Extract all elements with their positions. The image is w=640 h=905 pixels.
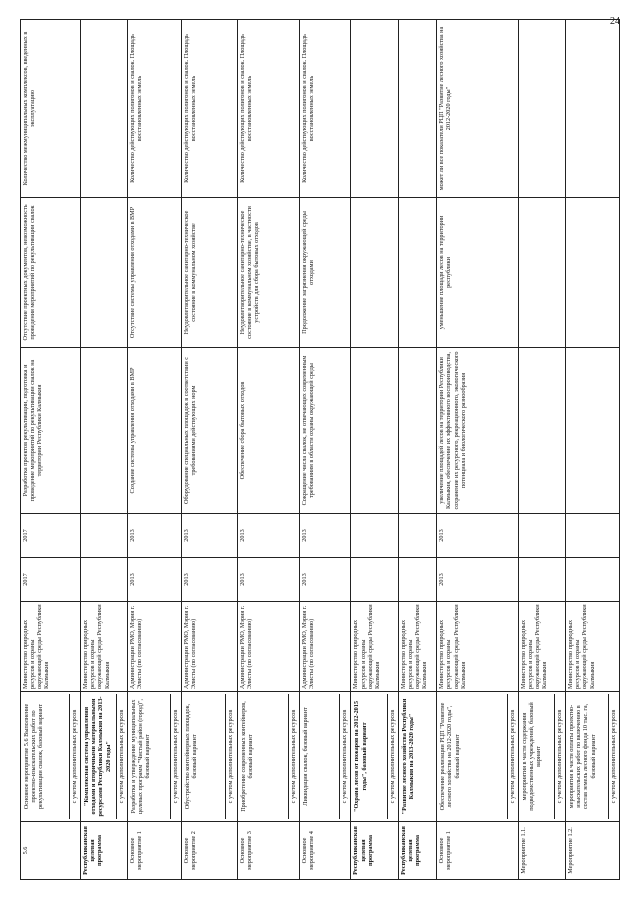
measure-name: мероприятия в части оплаты проектно-изыскательских работ по включению в состав земель лесного фонда 10 тыс. га, базовый вариант — [568, 703, 597, 810]
start-year-cell — [398, 558, 437, 602]
measure-name: Основное мероприятие 5.6 Выполнение проектно-изыскательских работ по рекультивации свалок, базовый вариант — [23, 703, 45, 810]
page-number: 24 — [610, 16, 620, 27]
end-year-cell: 2013 — [181, 514, 237, 558]
expected-result-cell — [566, 348, 620, 514]
row-label-cell: Основное мероприятие 1 — [128, 822, 182, 880]
end-year-cell — [566, 514, 620, 558]
consequence-cell — [81, 198, 128, 348]
start-year-cell: 2013 — [299, 558, 351, 602]
table-row — [128, 20, 182, 880]
consequence-cell — [351, 198, 398, 348]
table-row — [81, 20, 128, 880]
measure-variant: с учетом дополнительных ресурсов — [69, 694, 79, 819]
table-row — [518, 20, 565, 880]
indicator-link-cell — [398, 20, 437, 198]
indicator-link-cell: Количество действующих полигонов и свалок. Площадь восстановленных земель — [299, 20, 351, 198]
end-year-cell — [518, 514, 565, 558]
end-year-cell — [398, 514, 437, 558]
row-label-cell: Основное мероприятие 2 — [181, 822, 237, 880]
measure-variant: с учетом дополнительных ресурсов — [608, 694, 618, 819]
executor-cell: Администрации РМО, Мэрия г. Элисты (по согласованию) — [237, 602, 299, 692]
end-year-cell — [81, 514, 128, 558]
expected-result-cell: увеличение площадей лесов на территории Республики Калмыкия, обеспечение их эффективного воспроизводства, сохранение их ресурсного, рекреационного, экологического потенциала и биологического разнообразия — [437, 348, 519, 514]
consequence-cell: Неудовлетворительное санитарно-техническое состояние в коммунальном хозяйстве, в частности устройств для сбора бытовых отходов — [237, 198, 299, 348]
executor-cell: Министерство природных ресурсов и охраны окружающей среды Республики Калмыкия — [437, 602, 519, 692]
rotated-table-wrapper — [20, 20, 620, 880]
indicator-link-cell — [81, 20, 128, 198]
expected-result-cell — [398, 348, 437, 514]
measure-name: мероприятия в части содержания подведомственных учреждений, базовый вариант — [520, 702, 543, 811]
start-year-cell — [81, 558, 128, 602]
row-label-cell: Основное мероприятие 3 — [237, 822, 299, 880]
measure-name: "Охрана лесов от пожаров на 2012-2015 годы", базовый вариант — [353, 701, 368, 812]
measure-cell — [518, 692, 565, 822]
consequence-cell: Отсутствие системы управления отходами в ВМР — [128, 198, 182, 348]
table-row — [299, 20, 351, 880]
executor-cell: Министерство природных ресурсов и охраны окружающей среды Республики Калмыкия — [566, 602, 620, 692]
measure-name: "Развитие лесного хозяйства Республики Калмыкия на 2013-2020 годы" — [400, 698, 415, 815]
measure-cell — [21, 692, 81, 822]
measure-cell — [81, 692, 128, 822]
consequence-cell: Отсутствие проектных документов, невозможность проведения мероприятий по рекультивации свалок — [21, 198, 81, 348]
measure-variant: с учетом дополнительных ресурсов — [554, 694, 564, 819]
expected-result-cell: Создание системы управления отходами в ВМР — [128, 348, 182, 514]
end-year-cell — [351, 514, 398, 558]
indicator-link-cell: Количество межмуниципальных комплексов, введенных в эксплуатацию — [21, 20, 81, 198]
table-body — [21, 20, 620, 880]
expected-result-cell: Разработка проектов рекультивации, подготовка и проведение мероприятий по рекультивации свалок на территории Республики Калмыкия — [21, 348, 81, 514]
measure-name: Приобретение современных контейнеров, базовый вариант — [239, 701, 254, 812]
start-year-cell — [518, 558, 565, 602]
consequence-cell: Продолжение загрязнения окружающей среды отходами — [299, 198, 351, 348]
program-table — [20, 19, 620, 880]
expected-result-cell — [81, 348, 128, 514]
measure-cell — [237, 692, 299, 822]
row-label-cell: Мероприятие 1.2. — [566, 822, 620, 880]
measure-variant: с учетом дополнительных ресурсов — [507, 694, 517, 819]
indicator-link-cell — [351, 20, 398, 198]
measure-variant: с учетом дополнительных ресурсов — [339, 694, 349, 819]
table-row — [398, 20, 437, 880]
table-row — [181, 20, 237, 880]
indicator-link-cell: Количество действующих полигонов и свалок. Площадь восстановленных земель — [237, 20, 299, 198]
indicator-link-cell: Количество действующих полигонов и свалок. Площадь восстановленных земель — [128, 20, 182, 198]
end-year-cell: 2013 — [237, 514, 299, 558]
start-year-cell — [351, 558, 398, 602]
start-year-cell — [566, 558, 620, 602]
expected-result-cell — [351, 348, 398, 514]
measure-variant: с учетом дополнительных ресурсов — [170, 694, 180, 819]
measure-cell — [437, 692, 519, 822]
consequence-cell: уменьшение площади лесов на территории республики — [437, 198, 519, 348]
start-year-cell: 2013 — [237, 558, 299, 602]
end-year-cell: 2013 — [128, 514, 182, 558]
end-year-cell: 2013 — [299, 514, 351, 558]
row-label-cell: Республиканская целевая программа — [81, 822, 128, 880]
table-row — [21, 20, 81, 880]
measure-variant: с учетом дополнительных ресурсов — [387, 694, 397, 819]
measure-name: Обеспечение реализации РЦП "Развитие лесного хозяйства на 2012-2020 годы", базовый вариант — [439, 702, 461, 811]
executor-cell: Министерство природных ресурсов и охраны окружающей среды Республики Калмыкия — [21, 602, 81, 692]
indicator-link-cell: может ли все показатели РЦП "Развитие лесного хозяйства на 2012-2020 годы" — [437, 20, 519, 198]
measure-name: "Комплексная система управления отходами и вторичными материальными ресурсами Республики Калмыкия на 2013-2020 годы" — [83, 696, 112, 817]
row-label-cell: Мероприятие 1.1. — [518, 822, 565, 880]
start-year-cell: 2013 — [128, 558, 182, 602]
row-label-cell: Республиканская целевая программа — [398, 822, 437, 880]
measure-cell — [299, 692, 351, 822]
executor-cell: Администрации РМО, Мэрия г. Элисты (по согласованию) — [128, 602, 182, 692]
measure-cell — [351, 692, 398, 822]
measure-variant: с учетом дополнительных ресурсов — [288, 694, 298, 819]
row-label-cell: 5.6 — [21, 822, 81, 880]
measure-name: Ликвидация свалок, базовый вариант — [301, 707, 309, 806]
executor-cell: Министерство природных ресурсов и охраны окружающей среды Республики Калмыкия — [351, 602, 398, 692]
start-year-cell: 2013 — [181, 558, 237, 602]
table-row — [237, 20, 299, 880]
measure-variant: с учетом дополнительных ресурсов — [225, 694, 235, 819]
measure-variant: с учетом дополнительных ресурсов — [116, 694, 126, 819]
executor-cell: Министерство природных ресурсов и охраны окружающей среды Республики Калмыкия — [398, 602, 437, 692]
executor-cell: Министерство природных ресурсов и охраны окружающей среды Республики Калмыкия — [518, 602, 565, 692]
start-year-cell: 2013 — [437, 558, 519, 602]
row-label-cell: Республиканская целевая программа — [351, 822, 398, 880]
measure-cell — [128, 692, 182, 822]
executor-cell: Администрации РМО, Мэрия г. Элисты (по согласованию) — [181, 602, 237, 692]
table-row — [437, 20, 519, 880]
consequence-cell: Неудовлетворительное санитарно-техническое состояние в коммунальном хозяйстве — [181, 198, 237, 348]
measure-cell — [181, 692, 237, 822]
expected-result-cell: Оборудование специальных площадок в соответствии с требованиями действующих норм — [181, 348, 237, 514]
consequence-cell — [398, 198, 437, 348]
measure-name: Разработка и утверждение муниципальных целевых программ "Чистый район (город)", базовый вариант — [130, 698, 152, 815]
end-year-cell: 2017 — [21, 514, 81, 558]
consequence-cell — [518, 198, 565, 348]
expected-result-cell: Обеспечение сбора бытовых отходов — [237, 348, 299, 514]
measure-name: Обустройство контейнерных площадок, базовый вариант — [183, 703, 198, 810]
expected-result-cell — [518, 348, 565, 514]
expected-result-cell: Сокращение числа свалок, не отвечающих современным требованиям в области охраны окружающей среды — [299, 348, 351, 514]
indicator-link-cell — [518, 20, 565, 198]
end-year-cell: 2013 — [437, 514, 519, 558]
executor-cell: Министерство природных ресурсов и охраны окружающей среды Республики Калмыкия — [81, 602, 128, 692]
table-row — [351, 20, 398, 880]
start-year-cell: 2017 — [21, 558, 81, 602]
indicator-link-cell: Количество действующих полигонов и свалок. Площадь восстановленных земель — [181, 20, 237, 198]
measure-cell — [398, 692, 437, 822]
indicator-link-cell — [566, 20, 620, 198]
consequence-cell — [566, 198, 620, 348]
executor-cell: Администрации РМО, Мэрия г. Элисты (по согласованию) — [299, 602, 351, 692]
measure-cell — [566, 692, 620, 822]
row-label-cell: Основное мероприятие 1 — [437, 822, 519, 880]
table-row — [566, 20, 620, 880]
row-label-cell: Основное мероприятие 4 — [299, 822, 351, 880]
